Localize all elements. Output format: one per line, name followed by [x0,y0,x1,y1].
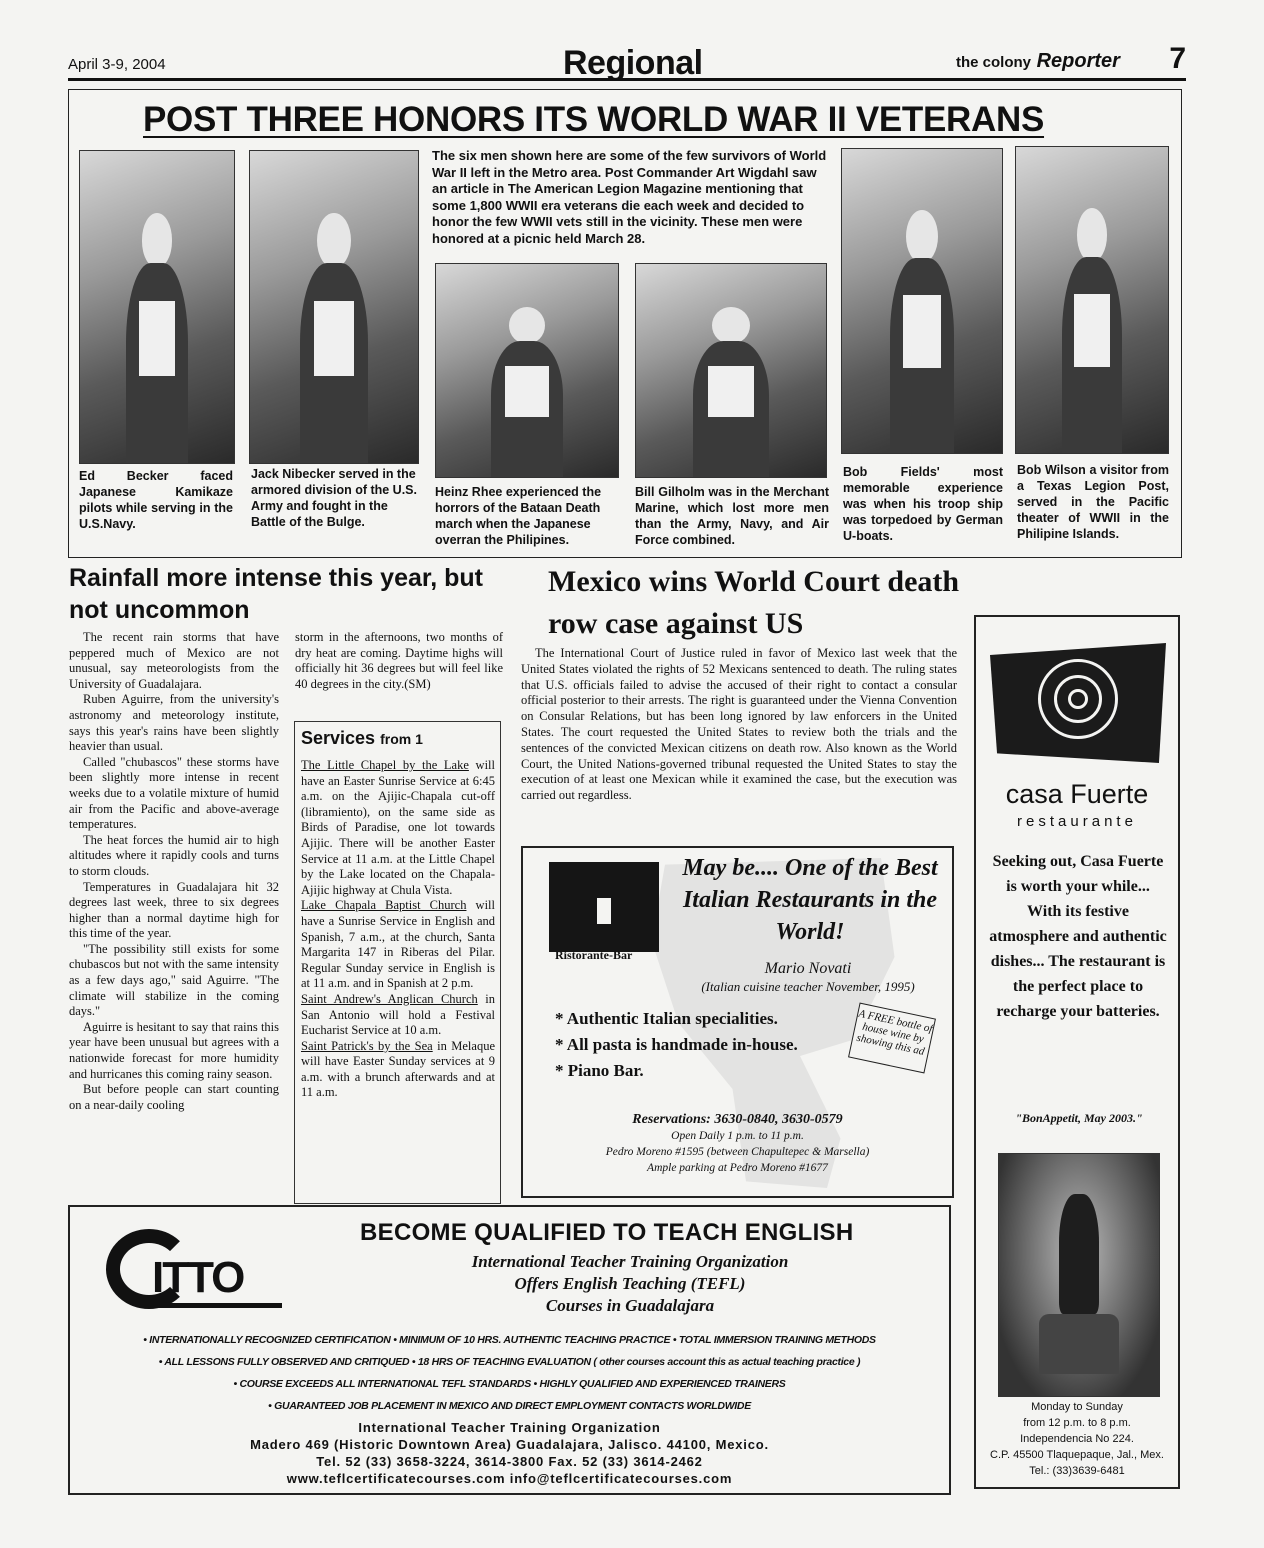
photo-figure [693,307,769,477]
services-title-text: Services [301,728,376,748]
rainfall-paragraph: But before people can start counting on a near-daily cooling [69,1082,279,1112]
author-title: (Italian cuisine teacher November, 1995) [701,979,915,994]
photo-figure [126,213,188,463]
itto-org: International Teacher Training Organization [358,1420,661,1435]
service-text: will have an Easter Sunrise Service at 6:45 a.m. on the Ajijic-Chapala cut-off (libramiento), on the same side as Birds of Paradise, one lot towards Ajijic. There will be another Easter Service at 11 a.m. at the Little Chapel by the Lake located on the Chapala-Ajijic highway at Chula Vista. [301,758,495,897]
restaurant-logo-label: Ristorante-Bar [555,948,633,962]
italian-ad-footer [523,1112,952,1176]
caption-bob-wilson: Bob Wilson a visitor from a Texas Legion Post, served in the Pacific theater of WWII in the Philipine Islands. [1017,463,1169,541]
masthead [68,44,1186,84]
photo-figure [890,210,954,453]
photo-bob-fields [841,148,1003,454]
casa-fuerte-text: Seeking out, Casa Fuerte is worth your while... With its festive atmosphere and authentic dishes... The restaurant is the perfect place to recharge your batteries. [989,853,1167,1020]
itto-sub-3: Courses in Guadalajara [545,1296,715,1315]
itto-bullet-line: • ALL LESSONS FULLY OBSERVED AND CRITIQUED • 18 HRS OF TEACHING EVALUATION ( other courses account this as actual teaching practice ) [158,1356,861,1368]
paper-title: Reporter [1036,50,1120,72]
service-text: will have a Sunrise Service in English and Spanish, 7 a.m., at the church, Santa Margarita 147 in Riberas del Pilar. Regular Sunday service in English is at 11 a.m. and in Spanish at 2 p.m. [301,898,495,991]
reservations: Reservations: 3630-0840, 3630-0579 [632,1112,843,1127]
rainfall-column-1 [69,630,279,1113]
issue-date: April 3-9, 2004 [68,56,166,73]
rainfall-paragraph: Ruben Aguirre, from the university's astronomy and meteorology institute, says this year's rains have been slightly heavier than usual. [69,692,279,754]
photo-jack-nibecker [249,150,419,464]
mexico-body: The International Court of Justice ruled in favor of Mexico last week that the United States violated the rights of 52 Mexicans sentenced to death. The ruling states that U.S. officials failed to advise the accused of their right to contact a consular official posterior to their arrests. The right is guaranteed under the Vienna Convention on Consular Relations, but has been long ignored by law enforcers in the United States. The court requested the United States to review both the trials and the sentences of the convicted Mexican citizens on death row. Also known as the World Court, the United Nations-governed tribunal requested the United States to stay the execution of at least one Mexican while it examined the case, but the execution was carried out regardless. [521,646,957,803]
rainfall-paragraph: Aguirre is hesitant to say that rains this year have been unusual but agrees with a nationwide forecast for more humidity and hurricanes this coming rainy season. [69,1019,279,1081]
casa-fuerte-subtitle: restaurante [1017,813,1137,830]
masthead-rule [68,78,1186,81]
services-body [301,758,495,1101]
casa-fuerte-contact [976,1399,1178,1479]
services-box [294,721,501,1204]
statue-figure [1059,1194,1099,1314]
service-item [301,1039,495,1101]
italian-ad-author [663,960,953,996]
casa-hours-times: from 12 p.m. to 8 p.m. [1023,1417,1131,1429]
casa-fuerte-name: casa Fuerte [1005,779,1149,809]
photo-bob-wilson [1015,146,1169,454]
free-wine-coupon: A FREE bottle of house wine by showing this ad [848,1003,936,1074]
italian-restaurant-ad [521,846,954,1198]
veterans-feature [68,89,1182,558]
itto-bullets [70,1329,949,1417]
service-name: The Little Chapel by the Lake [301,758,469,772]
page-number: 7 [1169,42,1186,75]
itto-sub-1: International Teacher Training Organization [471,1252,789,1271]
itto-sub-2: Offers English Teaching (TEFL) [514,1274,746,1293]
paper-name [956,50,1120,73]
caption-ed-becker: Ed Becker faced Japanese Kamikaze pilots while serving in the U.S.Navy. [79,469,233,531]
photo-figure [1062,208,1123,453]
itto-address: Madero 469 (Historic Downtown Area) Guadalajara, Jalisco. 44100, Mexico. [250,1437,769,1452]
italian-ad-features [555,1006,798,1084]
veterans-intro: The six men shown here are some of the few survivors of World War II left in the Metro area. Post Commander Art Wigdahl saw an article in The American Legion Magazine mentioning that some 1,800 WWII era veterans die each week and decided to honor the few WWII vets still in the vicinity. These men were honored at a picnic held March 28. [432,148,827,246]
itto-phones: Tel. 52 (33) 3658-3224, 3614-3800 Fax. 52 (33) 3614-2462 [316,1454,703,1469]
rainfall-column-2: storm in the afternoons, two months of dry heat are coming. Daytime highs will officially hit 36 degrees but will feel like 40 degrees in the city.(SM) [295,630,503,691]
italian-ad-headline: May be.... One of the Best Italian Restaurants in the World! [682,855,938,945]
logo-window-icon [597,898,611,924]
section-title: Regional [563,44,703,82]
photo-heinz-rhee [435,263,619,478]
casa-hours-days: Monday to Sunday [1031,1401,1123,1413]
casa-address-1: Independencia No 224. [1020,1433,1134,1445]
casa-phone: Tel.: (33)3639-6481 [1029,1465,1125,1477]
opening-hours: Open Daily 1 p.m. to 11 p.m. [671,1130,804,1142]
author-name: Mario Novati [764,960,852,977]
restaurant-logo [549,862,659,952]
itto-logo [100,1225,300,1315]
caption-jack-nibecker: Jack Nibecker served in the armored division of the U.S. Army and fought in the Battle of the Bulge. [251,467,417,529]
rainfall-headline: Rainfall more intense this year, but not uncommon [69,564,484,624]
service-text: in San Antonio will hold a Festival Eucharist Service at 10 a.m. [301,991,495,1038]
caption-bill-gilholm: Bill Gilholm was in the Merchant Marine, which lost more men than the Army, Navy, and Air Force combined. [635,485,829,547]
caption-heinz-rhee: Heinz Rhee experienced the horrors of the Bataan Death march when the Japanese overran the Philipines. [435,485,602,547]
parking-info: Ample parking at Pedro Moreno #1677 [647,1162,828,1174]
itto-logo-text: ITTO [152,1253,244,1302]
photo-ed-becker [79,150,235,464]
feature-item: * All pasta is handmade in-house. [555,1035,798,1054]
service-item [301,992,495,1039]
casa-address-2: C.P. 45500 Tlaquepaque, Jal., Mex. [990,1449,1164,1461]
itto-bullet-line: • GUARANTEED JOB PLACEMENT IN MEXICO AND DIRECT EMPLOYMENT CONTACTS WORLDWIDE [268,1400,751,1412]
feature-item: * Piano Bar. [555,1061,644,1080]
services-jump: from 1 [380,731,423,747]
itto-headline: BECOME QUALIFIED TO TEACH ENGLISH [360,1219,854,1246]
itto-subtitle [360,1251,900,1317]
itto-bullet-line: • INTERNATIONALLY RECOGNIZED CERTIFICATION • MINIMUM OF 10 HRS. AUTHENTIC TEACHING PRACTICE • TOTAL IMMERSION TRAINING METHODS [143,1334,876,1346]
itto-ad [68,1205,951,1495]
rainfall-paragraph: Temperatures in Guadalajara hit 32 degrees last week, three to six degrees higher than a normal daytime high for this time of the year. [69,879,279,941]
service-name: Lake Chapala Baptist Church [301,898,467,913]
rose-icon [990,623,1166,783]
restaurant-address: Pedro Moreno #1595 (between Chapultepec & Marsella) [605,1146,870,1158]
veterans-headline: POST THREE HONORS ITS WORLD WAR II VETERANS [143,100,1045,139]
service-text: in Melaque will have Easter Sunday services at 9 a.m. with a brunch afterwards and at 11 a.m. [301,1038,495,1100]
fountain-base [1039,1314,1119,1374]
photo-bill-gilholm [635,263,827,478]
feature-item: * Authentic Italian specialities. [555,1009,778,1028]
rainfall-paragraph: The recent rain storms that have peppered much of Mexico are not unusual, say meteorologists from the University of Guadalajara. [69,630,279,691]
itto-logo-bar [152,1303,282,1308]
paper-prefix: the colony [956,54,1032,71]
services-title [301,728,423,749]
photo-figure [491,307,564,477]
mexico-headline: Mexico wins World Court death row case against US [548,565,960,640]
service-item [301,758,495,898]
service-name: Saint Andrew's Anglican Church [301,991,478,1006]
rainfall-paragraph: The heat forces the humid air to high altitudes where it rapidly cools and turns to storm clouds. [69,832,279,878]
service-item [301,898,495,992]
itto-web[interactable]: www.teflcertificatecourses.com info@teflcertificatecourses.com [286,1471,733,1486]
rainfall-paragraph: "The possibility still exists for some chubascos but not with the same intensity as a few days ago," said Aguirre. "The climate will stabilize in the coming days." [69,941,279,1019]
garden-statue-photo [998,1153,1160,1397]
caption-bob-fields: Bob Fields' most memorable experience was when his troop ship was torpedoed by German U-boats. [843,465,1003,543]
service-name: Saint Patrick's by the Sea [301,1038,433,1053]
itto-contact [70,1419,949,1487]
photo-figure [300,213,367,463]
itto-bullet-line: • COURSE EXCEEDS ALL INTERNATIONAL TEFL STANDARDS • HIGHLY QUALIFIED AND EXPERIENCED TRAINERS [233,1378,786,1390]
rainfall-paragraph: Called "chubascos" these storms have been slightly more intense in recent weeks due to a volatile mixture of humid air from the Pacific and above-average temperatures. [69,754,279,832]
casa-fuerte-ad [974,615,1180,1489]
casa-fuerte-quote: "BonAppetit, May 2003." [1015,1111,1143,1125]
